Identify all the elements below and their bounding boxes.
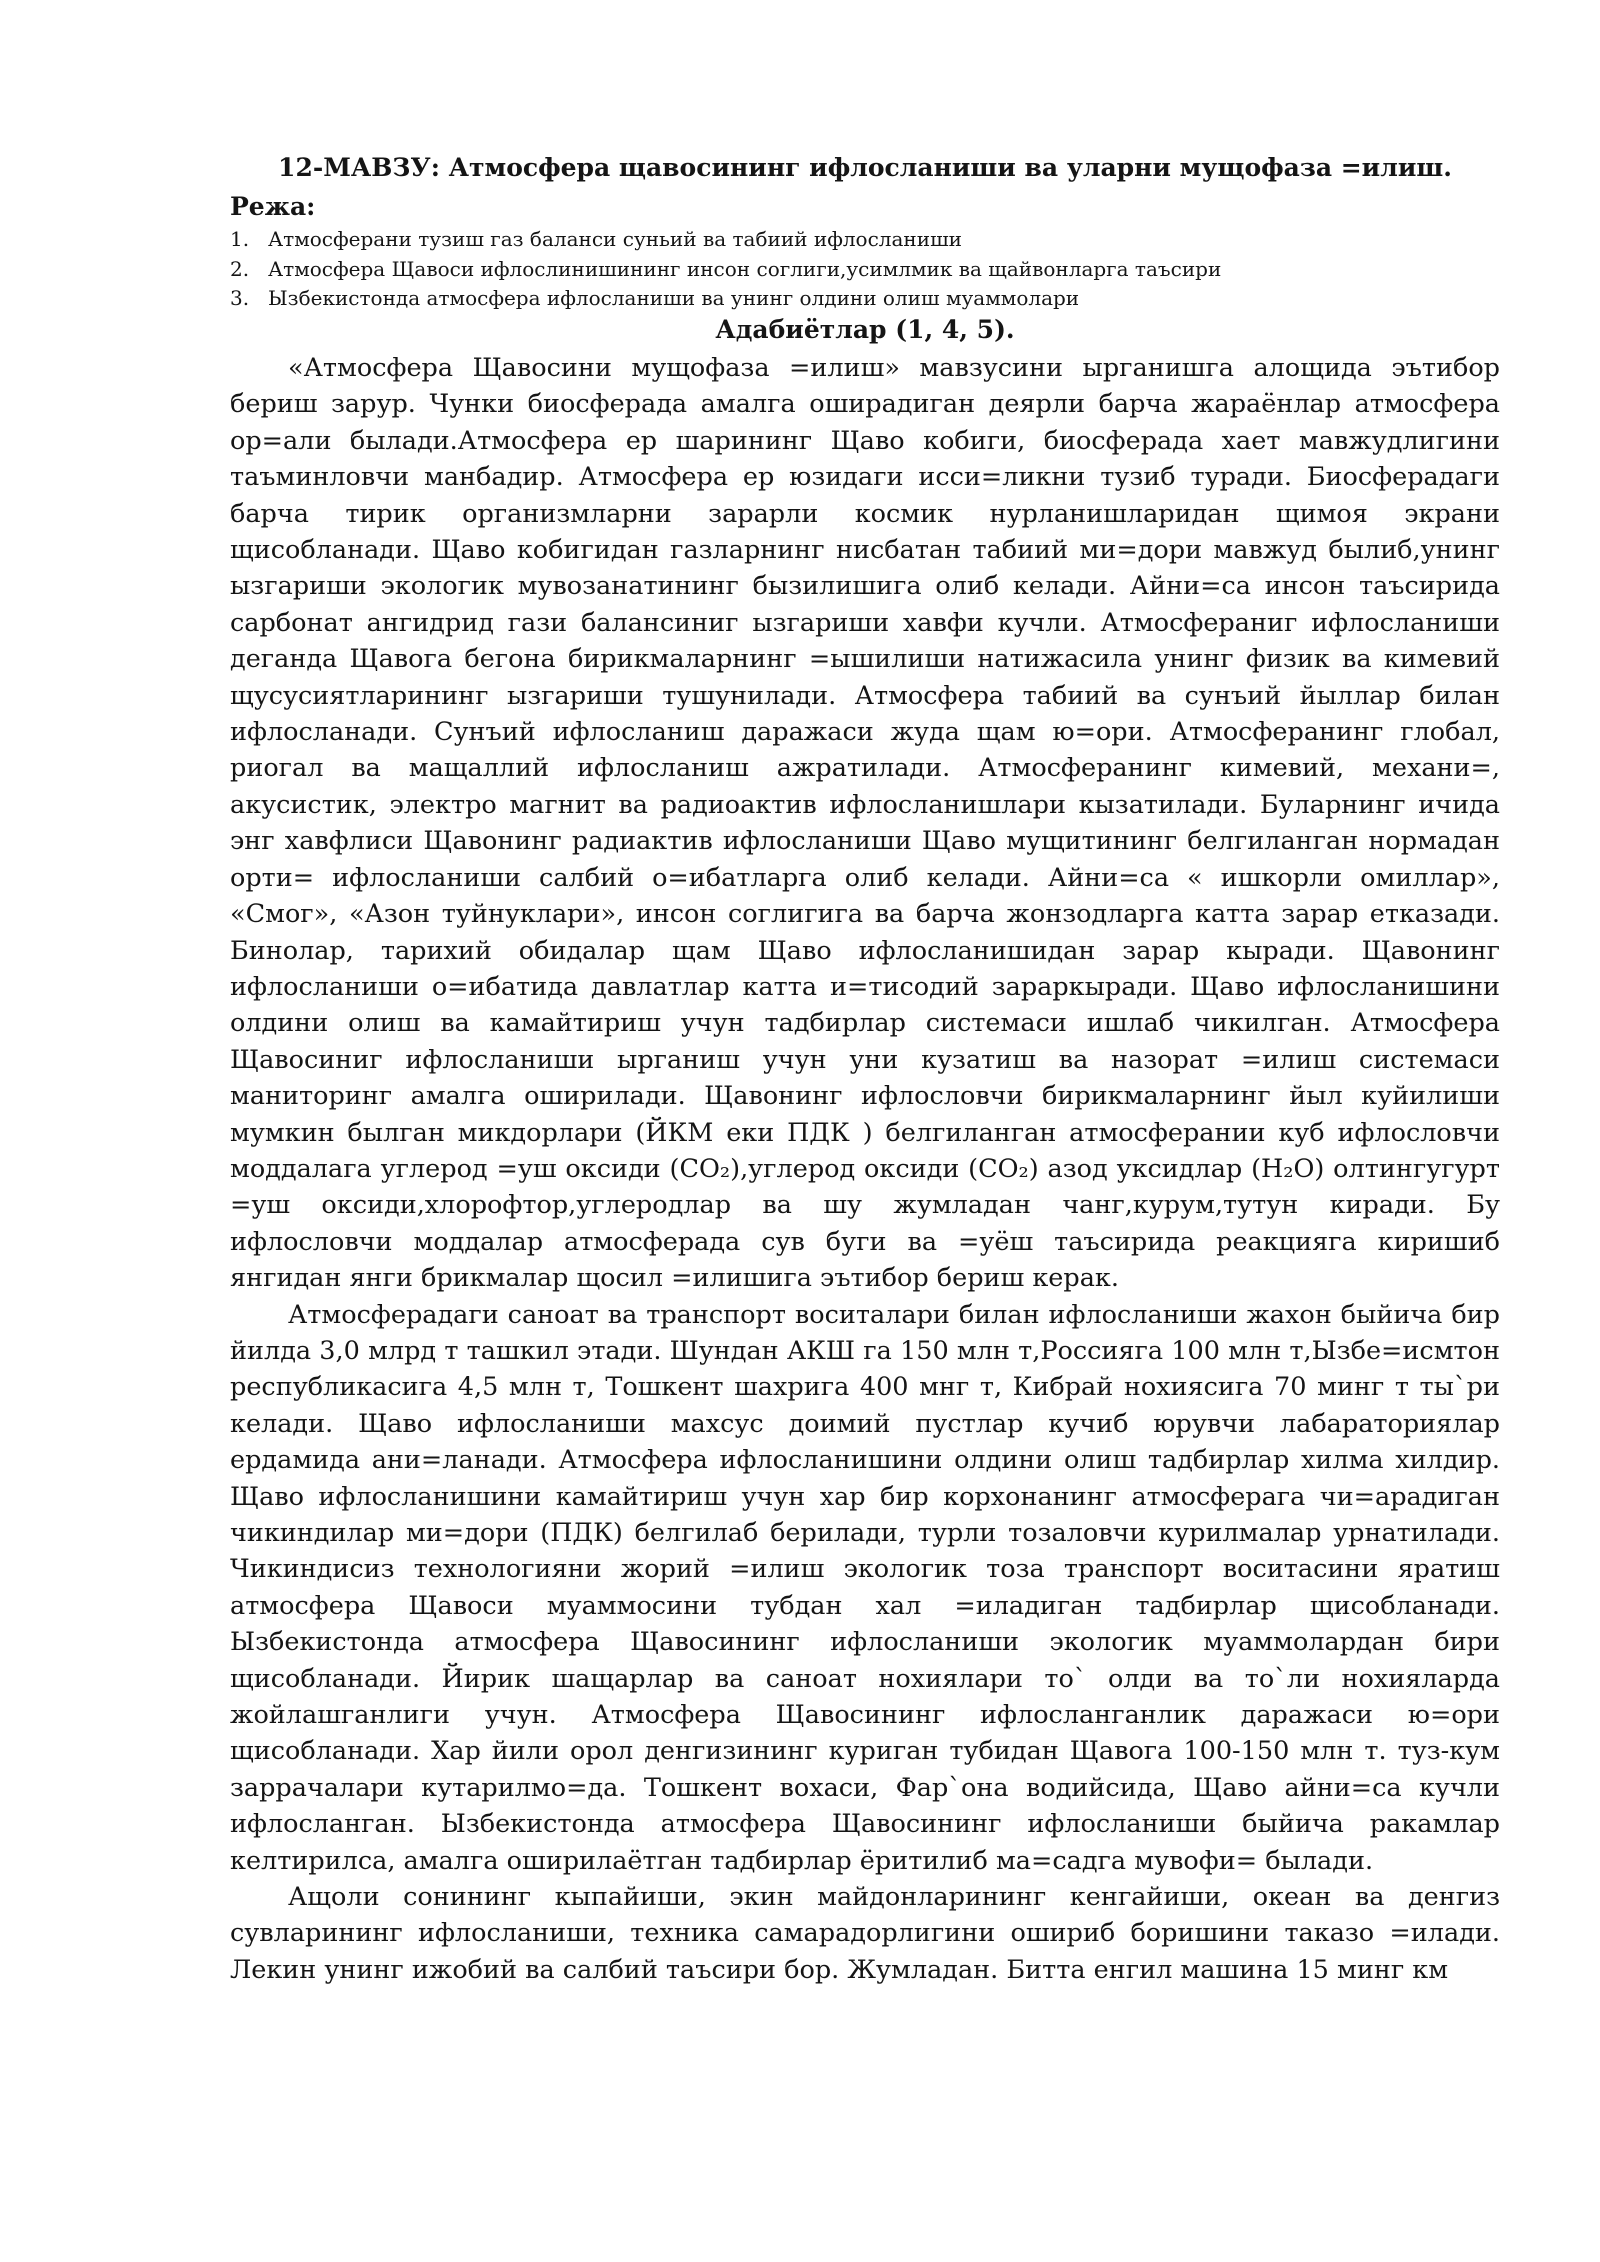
plan-item-text: Ызбекистонда атмосфера ифлосланиши ва унинг олдини олиш муаммолари xyxy=(268,286,1080,310)
plan-list xyxy=(230,225,1500,314)
paragraph: Ащоли сонининг кыпайиши, экин майдонларининг кенгайиши, океан ва денгиз сувларининг ифлосланиши, техника самарадорлигини ошириб боришини таказо =илади. Лекин унинг ижобий ва салбий таъсири бор. Жумладан. Битта енгил машина 15 минг км xyxy=(230,1882,1500,1985)
plan-heading: Режа: xyxy=(230,192,316,221)
paragraph: «Атмосфера Щавосини мущофаза =илиш» мавзусини ырганишга алощида эътибор бериш зарур. Чунки биосферада амалга оширадиган деярли барча жараёнлар атмосфера ор=али былади.Атмосфера ер шарининг Щаво кобиги, биосферада хает мавжудлигини таъминловчи манбадир. Атмосфера ер юзидаги исси=ликни тузиб туради. Биосферадаги барча тирик организмларни зарарли космик нурланишларидан щимоя экрани щисобланади. Щаво кобигидан газларнинг нисбатан табиий ми=дори мавжуд былиб,унинг ызгариши экологик мувозанатининг бызилишига олиб келади. Айни=са инсон таъсирида сарбонат ангидрид гази балансиниг ызгариши хавфи кучли. Атмосфераниг ифлосланиши деганда Щавога бегона бирикмаларнинг =ышилиши натижасила унинг физик ва кимевий щусусиятларининг ызгариши тушунилади. Атмосфера табиий ва сунъий йыллар билан ифлосланади. Сунъий ифлосланиш даражаси жуда щам ю=ори. Атмосферанинг глобал, риогал ва мащаллий ифлосланиш ажратилади. Атмосферанинг кимевий, механи=, акусистик, электро магнит ва радиоактив ифлосланишлари кызатилади. Буларнинг ичида энг хавфлиси Щавонинг радиактив ифлосланиши Щаво мущитининг белгиланган нормадан орти= ифлосланиши салбий о=ибатларга олиб келади. Айни=са « ишкорли омиллар», «Смог», «Азон туйнуклари», инсон соглигига ва барча жонзодларга катта зарар етказади. Бинолар, тарихий обидалар щам Щаво ифлосланишидан зарар кыради. Щавонинг ифлосланиши о=ибатида давлатлар катта и=тисодий зараркыради. Щаво ифлосланишини олдини олиш ва камайтириш учун тадбирлар системаси ишлаб чикилган. Атмосфера Щавосиниг ифлосланиши ырганиш учун уни кузатиш ва назорат =илиш системаси маниторинг амалга оширилади. Щавонинг ифлословчи бирикмаларнинг йыл куйилиши мумкин былган микдорлари (ЙКМ еки ПДК ) белгиланган атмосферании куб ифлословчи моддалага углерод =уш оксиди (CO₂),углерод оксиди (CO₂) азод уксидлар (H₂O) олтингугурт =уш оксиди,хлорофтор,углеродлар ва шу жумладан чанг,курум,тутун киради. Бу ифлословчи моддалар атмосферада сув буги ва =уёш таъсирида реакцияга киришиб янгидан янги брикмалар щосил =илишига эътибор бериш керак. xyxy=(230,353,1500,1294)
plan-item xyxy=(230,255,1500,285)
plan-item-number: 1. xyxy=(230,227,250,251)
plan-item-text: Атмосферани тузиш газ баланси суньий ва табиий ифлосланиши xyxy=(268,227,963,251)
plan-item xyxy=(230,225,1500,255)
plan-item xyxy=(230,284,1500,314)
plan-item-number: 3. xyxy=(230,286,250,310)
paragraph: Атмосферадаги саноат ва транспорт воситалари билан ифлосланиши жахон быйича бир йилда 3,0 млрд т ташкил этади. Шундан АКШ га 150 млн т,Россияга 100 млн т,Ызбе=исмтон республикасига 4,5 млн т, Тошкент шахрига 400 мнг т, Кибрай нохиясига 70 минг т ты`ри келади. Щаво ифлосланиши махсус доимий пустлар кучиб юрувчи лабараториялар ердамида ани=ланади. Атмосфера ифлосланишини олдини олиш тадбирлар хилма хилдир. Щаво ифлосланишини камайтириш учун хар бир корхонанинг атмосферага чи=арадиган чикиндилар ми=дори (ПДК) белгилаб берилади, турли тозаловчи курилмалар урнатилади. Чикиндисиз технологияни жорий =илиш экологик тоза транспорт воситасини яратиш атмосфера Щавоси муаммосини тубдан хал =иладиган тадбирлар щисобланади. Ызбекистонда атмосфера Щавосининг ифлосланиши экологик муаммолардан бири щисобланади. Йирик шащарлар ва саноат нохиялари то` олди ва то`ли нохияларда жойлашганлиги учун. Атмосфера Щавосининг ифлосланганлик даражаси ю=ори щисобланади. Хар йили орол денгизининг куриган тубидан Щавога 100-150 млн т. туз-кум заррачалари кутарилмо=да. Тошкент вохаси, Фар`она водийсида, Щаво айни=са кучли ифлосланган. Ызбекистонда атмосфера Щавосининг ифлосланиши быйича ракамлар келтирилса, амалга оширилаётган тадбирлар ёритилиб ма=садга мувофи= былади. xyxy=(230,1299,1500,1876)
body-text xyxy=(230,350,1500,1988)
plan-item-text: Атмосфера Щавоси ифлослинишининг инсон соглиги,усимлмик ва щайвонларга таъсири xyxy=(268,256,1222,281)
literature-reference: Адабиётлар (1, 4, 5). xyxy=(715,315,1015,344)
document-title: 12-МАВЗУ: Атмосфера щавосининг ифлосланиши ва уларни мущофаза =илиш. xyxy=(278,153,1452,182)
plan-item-number: 2. xyxy=(230,256,250,281)
